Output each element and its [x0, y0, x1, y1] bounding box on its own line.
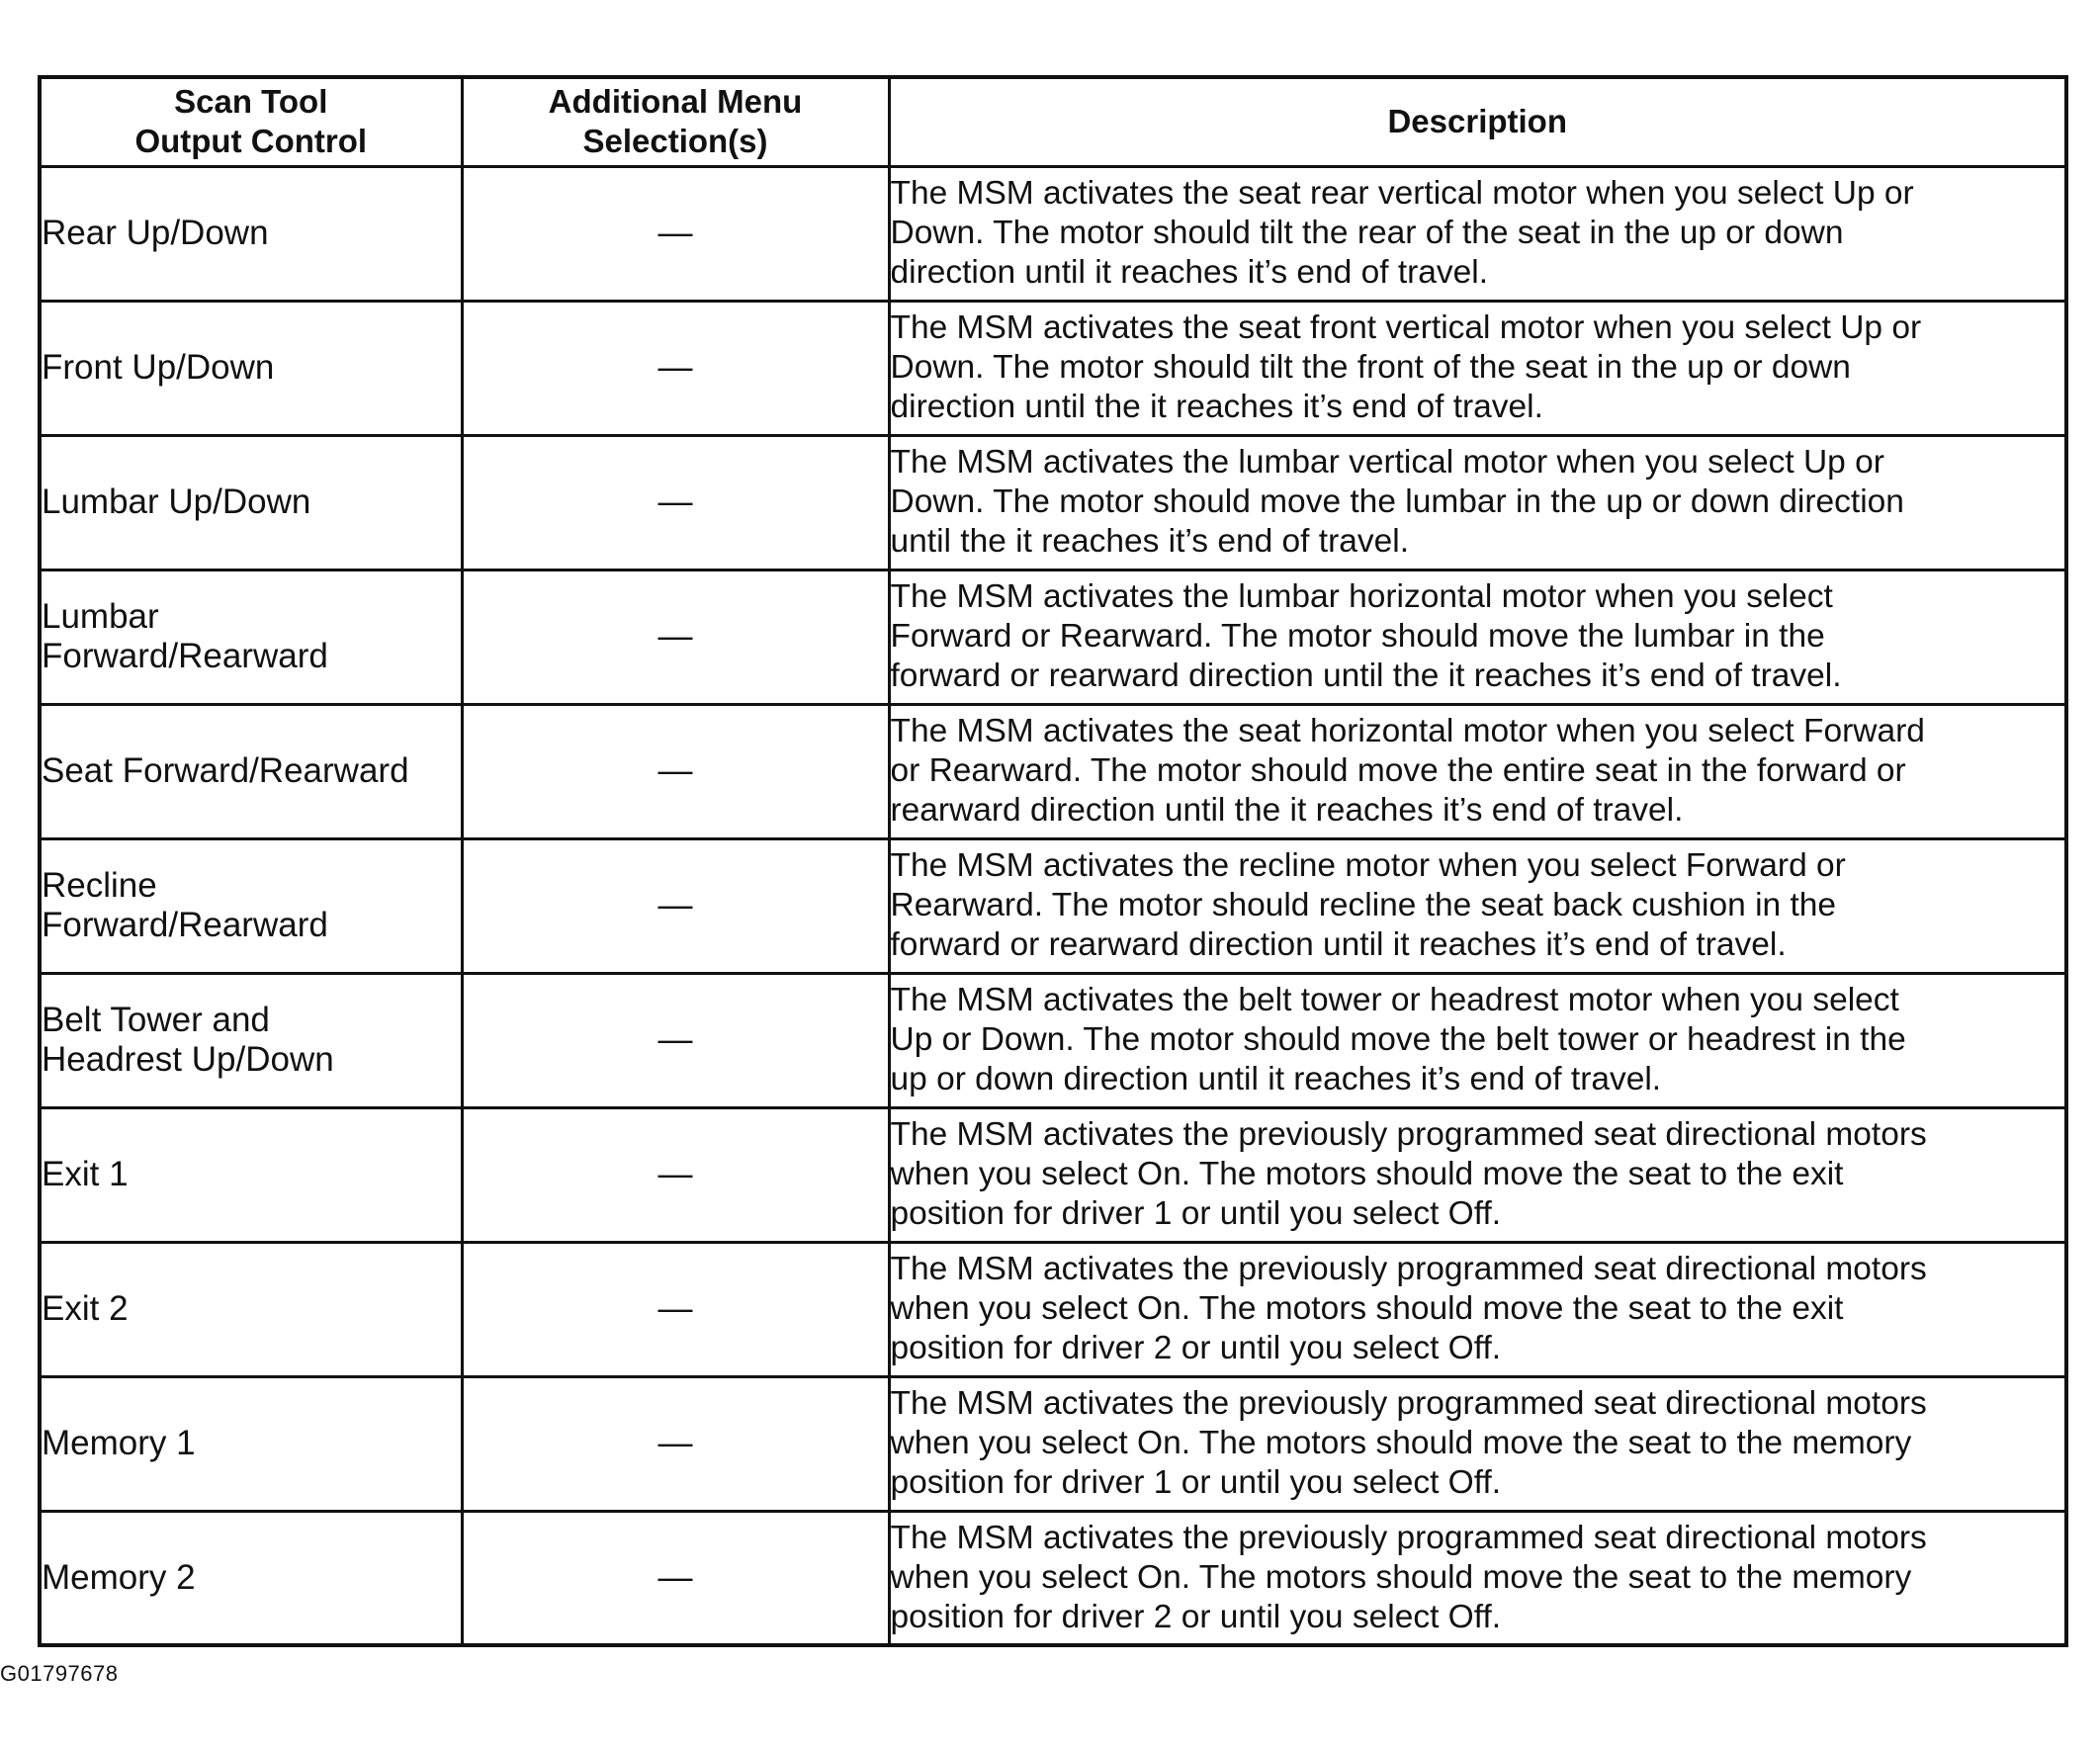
- description-line: position for driver 2 or until you select Off.: [890, 1598, 1502, 1635]
- description-cell: [889, 301, 2066, 435]
- description-line: or Rearward. The motor should move the entire seat in the forward or: [890, 752, 1906, 789]
- description-line: when you select On. The motors should move the seat to the memory: [890, 1558, 1912, 1596]
- description-line: when you select On. The motors should move the seat to the exit: [890, 1156, 1844, 1192]
- description-line: The MSM activates the previously programmed seat directional motors: [890, 1519, 1927, 1556]
- output-control-cell: [40, 1511, 462, 1645]
- header-line: Additional Menu: [548, 83, 803, 121]
- description-cell: [889, 1242, 2066, 1376]
- description-line: Forward or Rearward. The motor should move the lumbar in the: [890, 618, 1825, 655]
- description-line: position for driver 2 or until you select Off.: [890, 1330, 1502, 1366]
- table-row: [40, 301, 2066, 435]
- description-cell: [889, 838, 2066, 973]
- description-line: The MSM activates the seat horizontal motor when you select Forward: [890, 713, 1925, 749]
- table-body: [40, 166, 2066, 1645]
- figure-id: G01797678: [0, 1661, 119, 1686]
- output-control-line: Exit 2: [42, 1289, 129, 1328]
- output-control-line: Forward/Rearward: [42, 906, 328, 944]
- output-control-line: Recline: [42, 866, 157, 905]
- description-cell: [889, 166, 2066, 301]
- description-line: The MSM activates the seat rear vertical motor when you select Up or: [890, 175, 1914, 212]
- header-additional-menu-selections: [462, 77, 889, 166]
- header-description: Description: [889, 77, 2066, 166]
- description-line: forward or rearward direction until the it reaches it’s end of travel.: [890, 657, 1842, 694]
- table-row: [40, 704, 2066, 838]
- output-control-cell: [40, 166, 462, 301]
- menu-selection-cell: —: [462, 570, 889, 704]
- menu-selection-cell: —: [462, 1107, 889, 1242]
- description-line: The MSM activates the lumbar horizontal motor when you select: [890, 578, 1833, 615]
- description-line: Rearward. The motor should recline the seat back cushion in the: [890, 887, 1837, 923]
- description-line: The MSM activates the previously programmed seat directional motors: [890, 1385, 1927, 1422]
- header-line: Selection(s): [582, 123, 768, 160]
- output-control-line: Headrest Up/Down: [42, 1040, 334, 1079]
- output-control-cell: [40, 1107, 462, 1242]
- output-control-cell: [40, 301, 462, 435]
- menu-selection-cell: —: [462, 1376, 889, 1511]
- menu-selection-cell: —: [462, 166, 889, 301]
- description-line: position for driver 1 or until you select Off.: [890, 1195, 1502, 1232]
- description-cell: [889, 973, 2066, 1107]
- table-row: [40, 1107, 2066, 1242]
- description-line: direction until the it reaches it’s end of travel.: [890, 389, 1543, 425]
- output-control-line: Seat Forward/Rearward: [42, 751, 409, 790]
- description-cell: [889, 1511, 2066, 1645]
- header-row: [40, 77, 2066, 166]
- description-line: when you select On. The motors should move the seat to the memory: [890, 1425, 1912, 1461]
- output-control-cell: [40, 838, 462, 973]
- description-line: until the it reaches it’s end of travel.: [890, 523, 1410, 560]
- description-line: direction until it reaches it’s end of travel.: [890, 254, 1489, 291]
- description-line: The MSM activates the previously programmed seat directional motors: [890, 1251, 1927, 1287]
- description-cell: [889, 435, 2066, 570]
- menu-selection-cell: —: [462, 1511, 889, 1645]
- description-line: Down. The motor should tilt the rear of the seat in the up or down: [890, 215, 1844, 251]
- header-line: Output Control: [134, 123, 368, 160]
- menu-selection-cell: —: [462, 1242, 889, 1376]
- table-row: [40, 973, 2066, 1107]
- scan-tool-output-table: [38, 75, 2068, 1647]
- menu-selection-cell: —: [462, 435, 889, 570]
- description-line: forward or rearward direction until it reaches it’s end of travel.: [890, 926, 1787, 963]
- description-line: Down. The motor should tilt the front of the seat in the up or down: [890, 349, 1851, 386]
- output-control-cell: [40, 1376, 462, 1511]
- table-row: [40, 166, 2066, 301]
- table-row: [40, 1511, 2066, 1645]
- output-control-line: Forward/Rearward: [42, 637, 328, 675]
- description-line: The MSM activates the seat front vertical motor when you select Up or: [890, 309, 1922, 346]
- description-line: The MSM activates the recline motor when you select Forward or: [890, 847, 1846, 884]
- description-line: The MSM activates the lumbar vertical motor when you select Up or: [890, 444, 1884, 481]
- table-row: [40, 1376, 2066, 1511]
- output-control-line: Lumbar: [42, 597, 159, 636]
- description-line: when you select On. The motors should move the seat to the exit: [890, 1290, 1844, 1327]
- output-control-line: Rear Up/Down: [42, 214, 269, 252]
- table-row: [40, 570, 2066, 704]
- description-line: position for driver 1 or until you select Off.: [890, 1464, 1502, 1501]
- output-control-line: Memory 2: [42, 1557, 196, 1597]
- description-line: The MSM activates the previously programmed seat directional motors: [890, 1116, 1927, 1153]
- output-control-cell: [40, 973, 462, 1107]
- output-control-line: Belt Tower and: [42, 1001, 270, 1039]
- menu-selection-cell: —: [462, 838, 889, 973]
- description-line: up or down direction until it reaches it’s end of travel.: [890, 1061, 1662, 1097]
- description-line: rearward direction until the it reaches it’s end of travel.: [890, 792, 1684, 829]
- menu-selection-cell: —: [462, 973, 889, 1107]
- menu-selection-cell: —: [462, 704, 889, 838]
- description-line: The MSM activates the belt tower or headrest motor when you select: [890, 982, 1899, 1018]
- output-control-cell: [40, 704, 462, 838]
- output-control-cell: [40, 1242, 462, 1376]
- menu-selection-cell: —: [462, 301, 889, 435]
- header-scan-tool-output-control: [40, 77, 462, 166]
- output-control-cell: [40, 435, 462, 570]
- description-cell: [889, 704, 2066, 838]
- header-line: Scan Tool: [174, 83, 328, 121]
- output-control-cell: [40, 570, 462, 704]
- description-line: Down. The motor should move the lumbar in the up or down direction: [890, 483, 1904, 520]
- description-line: Up or Down. The motor should move the belt tower or headrest in the: [890, 1021, 1906, 1058]
- table-row: [40, 1242, 2066, 1376]
- output-control-line: Memory 1: [42, 1424, 196, 1462]
- output-control-line: Exit 1: [42, 1155, 129, 1193]
- description-cell: [889, 1107, 2066, 1242]
- output-control-line: Lumbar Up/Down: [42, 482, 311, 521]
- table-row: [40, 838, 2066, 973]
- output-control-line: Front Up/Down: [42, 348, 275, 387]
- description-cell: [889, 1376, 2066, 1511]
- table-row: [40, 435, 2066, 570]
- description-cell: [889, 570, 2066, 704]
